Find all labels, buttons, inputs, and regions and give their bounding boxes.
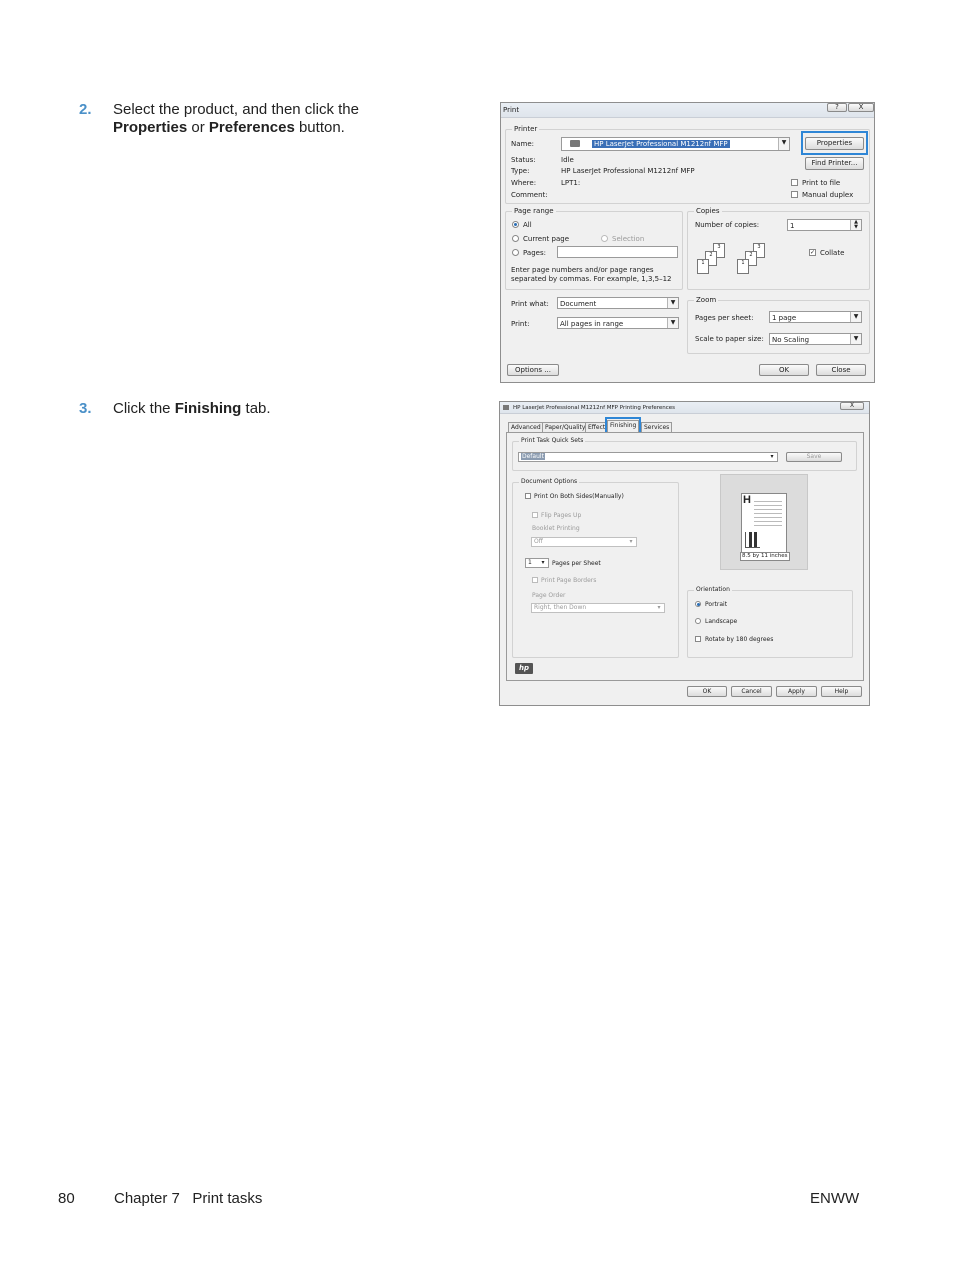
step-2 <box>79 101 459 141</box>
chapter-title: Chapter 7 Print tasks <box>114 1190 263 1207</box>
help-title-button[interactable]: ? <box>827 103 847 112</box>
portrait-radio[interactable] <box>695 601 701 607</box>
page-order-value: Right, then Down <box>534 604 587 611</box>
landscape-label: Landscape <box>705 618 738 625</box>
printer-icon <box>570 140 580 147</box>
print-select[interactable] <box>557 317 679 329</box>
collate-checkbox[interactable]: ✓ <box>810 249 816 256</box>
manual-duplex-checkbox[interactable] <box>791 191 798 198</box>
close-title-button[interactable]: X <box>848 103 874 112</box>
print-what-value: Document <box>560 300 597 308</box>
pps-label: Pages per sheet: <box>695 314 754 322</box>
footer-right: ENWW <box>810 1190 860 1207</box>
pps-value: 1 <box>528 559 532 566</box>
zoom-group <box>687 296 870 354</box>
preferences-term: Preferences <box>208 119 295 136</box>
collate-label: Collate <box>820 249 845 257</box>
spinner-arrows-icon: ▲ ▼ <box>850 220 861 230</box>
tab-paper-quality[interactable]: Paper/Quality <box>542 422 588 432</box>
selection-radio[interactable] <box>601 235 608 242</box>
booklet-label: Booklet Printing <box>532 525 580 532</box>
preview-chart-icon <box>745 532 760 548</box>
where-label: Where: <box>511 179 537 187</box>
quick-sets-label: Print Task Quick Sets <box>521 437 584 444</box>
type-value: HP LaserJet Professional M1212nf MFP <box>561 167 695 175</box>
options-button[interactable]: Options ... <box>507 364 559 376</box>
print-value: All pages in range <box>560 320 624 328</box>
page-stack-icon: 2 <box>705 251 717 266</box>
printing-preferences-dialog <box>499 401 870 706</box>
tab-services[interactable]: Services <box>641 422 672 432</box>
all-label: All <box>523 221 532 229</box>
prefs-close-button[interactable]: X <box>840 402 864 410</box>
flip-pages-label: Flip Pages Up <box>541 512 582 519</box>
landscape-radio[interactable] <box>695 618 701 624</box>
tab-finishing[interactable]: Finishing <box>607 420 639 432</box>
printer-name-value: HP LaserJet Professional M1212nf MFP <box>594 140 728 148</box>
both-sides-checkbox[interactable] <box>525 493 531 499</box>
pages-label: Pages: <box>523 249 546 257</box>
find-printer-button[interactable]: Find Printer... <box>805 157 864 170</box>
hp-logo: hp <box>515 663 533 674</box>
print-dialog <box>500 102 875 383</box>
range-hint-1: Enter page numbers and/or page ranges <box>511 266 654 274</box>
page-preview <box>720 474 808 570</box>
pages-per-sheet-select[interactable] <box>769 311 862 323</box>
properties-term: Properties <box>113 119 188 136</box>
flip-pages-checkbox[interactable] <box>532 512 538 518</box>
num-copies-spinner[interactable] <box>787 219 862 231</box>
page-range-label: Page range <box>514 207 554 215</box>
page-order-label: Page Order <box>532 592 566 599</box>
properties-button[interactable]: Properties <box>805 137 864 150</box>
chevron-down-icon: ▾ <box>767 453 777 461</box>
where-value: LPT1: <box>561 179 581 187</box>
preview-text-lines <box>754 498 782 528</box>
page-stack-icon: 1 <box>737 259 749 274</box>
type-label: Type: <box>511 167 530 175</box>
print-label: Print: <box>511 320 530 328</box>
current-page-label: Current page <box>523 235 569 243</box>
rotate-label: Rotate by 180 degrees <box>705 636 774 643</box>
print-to-file-checkbox[interactable] <box>791 179 798 186</box>
finishing-term: Finishing <box>174 400 242 417</box>
save-button[interactable]: Save <box>786 452 842 462</box>
print-what-label: Print what: <box>511 300 549 308</box>
portrait-label: Portrait <box>705 601 728 608</box>
page-stack-icon: 1 <box>697 259 709 274</box>
document-options-group <box>512 478 679 658</box>
page-number: 80 <box>58 1190 75 1207</box>
print-to-file-label: Print to file <box>802 179 841 187</box>
print-what-select[interactable] <box>557 297 679 309</box>
chevron-down-icon: ▼ <box>850 312 861 322</box>
step-number: 3. <box>79 400 92 417</box>
name-label: Name: <box>511 140 535 148</box>
preview-page <box>741 493 787 553</box>
pps-value: 1 page <box>772 314 797 322</box>
prefs-icon <box>503 405 509 410</box>
preview-size-label: 8.5 by 11 inches <box>742 553 788 559</box>
chevron-down-icon: ▾ <box>654 604 664 612</box>
step-text-end: button. <box>294 119 345 136</box>
num-copies-value: 1 <box>790 222 795 230</box>
manual-duplex-label: Manual duplex <box>802 191 854 199</box>
page-stack-icon: 3 <box>713 243 725 258</box>
tab-advanced[interactable]: Advanced <box>508 422 544 432</box>
apply-button[interactable]: Apply <box>776 686 817 697</box>
ok-button[interactable]: OK <box>759 364 809 376</box>
range-hint-2: separated by commas. For example, 1,3,5–12 <box>511 275 672 283</box>
pps-label: Pages per Sheet <box>552 560 601 567</box>
both-sides-label: Print On Both Sides(Manually) <box>534 493 624 500</box>
status-label: Status: <box>511 156 536 164</box>
step-3 <box>79 400 459 420</box>
ok-button[interactable]: OK <box>687 686 727 697</box>
page-borders-checkbox[interactable] <box>532 577 538 583</box>
step-text-line1: Select the product, and then click the <box>113 101 359 118</box>
quick-sets-select[interactable] <box>518 452 778 462</box>
orientation-label: Orientation <box>696 586 730 593</box>
step-text-line2 <box>113 119 345 137</box>
print-dialog-title: Print <box>503 106 520 114</box>
chevron-down-icon: ▼ <box>778 138 789 150</box>
status-value: Idle <box>561 156 574 164</box>
zoom-label: Zoom <box>696 296 717 304</box>
chevron-down-icon: ▼ <box>850 334 861 344</box>
step-text: Click the Finishing tab. <box>113 400 271 417</box>
printer-name-select[interactable] <box>561 137 790 151</box>
quick-sets-value: Default <box>522 453 544 460</box>
scale-label: Scale to paper size: <box>695 335 764 343</box>
scale-value: No Scaling <box>772 336 810 344</box>
copies-label: Copies <box>696 207 720 215</box>
step-number: 2. <box>79 101 92 118</box>
booklet-select[interactable] <box>531 537 637 547</box>
booklet-value: Off <box>534 538 543 545</box>
current-page-radio[interactable] <box>512 235 519 242</box>
pages-per-sheet-select[interactable] <box>525 558 549 568</box>
prefs-title: HP LaserJet Professional M1212nf MFP Printing Preferences <box>513 405 675 411</box>
all-radio[interactable] <box>512 221 519 228</box>
selection-label: Selection <box>612 235 645 243</box>
chevron-down-icon: ▼ <box>667 298 678 308</box>
pages-input[interactable] <box>557 246 678 258</box>
pages-radio[interactable] <box>512 249 519 256</box>
document-options-label: Document Options <box>521 478 578 485</box>
chevron-down-icon: ▾ <box>538 559 548 567</box>
preview-letter: H <box>743 494 751 506</box>
close-button[interactable]: Close <box>816 364 866 376</box>
page-stack-icon: 2 <box>745 251 757 266</box>
rotate-checkbox[interactable] <box>695 636 701 642</box>
print-dialog-titlebar <box>501 103 874 118</box>
step-text-or: or <box>187 119 209 136</box>
page-borders-label: Print Page Borders <box>541 577 597 584</box>
page-stack-icon: 3 <box>753 243 765 258</box>
page-order-select[interactable] <box>531 603 665 613</box>
comment-label: Comment: <box>511 191 548 199</box>
help-button[interactable]: Help <box>821 686 862 697</box>
num-copies-label: Number of copies: <box>695 221 760 229</box>
scale-select[interactable] <box>769 333 862 345</box>
chevron-down-icon: ▼ <box>667 318 678 328</box>
chevron-down-icon: ▾ <box>626 538 636 546</box>
cancel-button[interactable]: Cancel <box>731 686 772 697</box>
printer-group-label: Printer <box>514 125 538 133</box>
tab-effect[interactable]: Effect <box>585 422 608 432</box>
